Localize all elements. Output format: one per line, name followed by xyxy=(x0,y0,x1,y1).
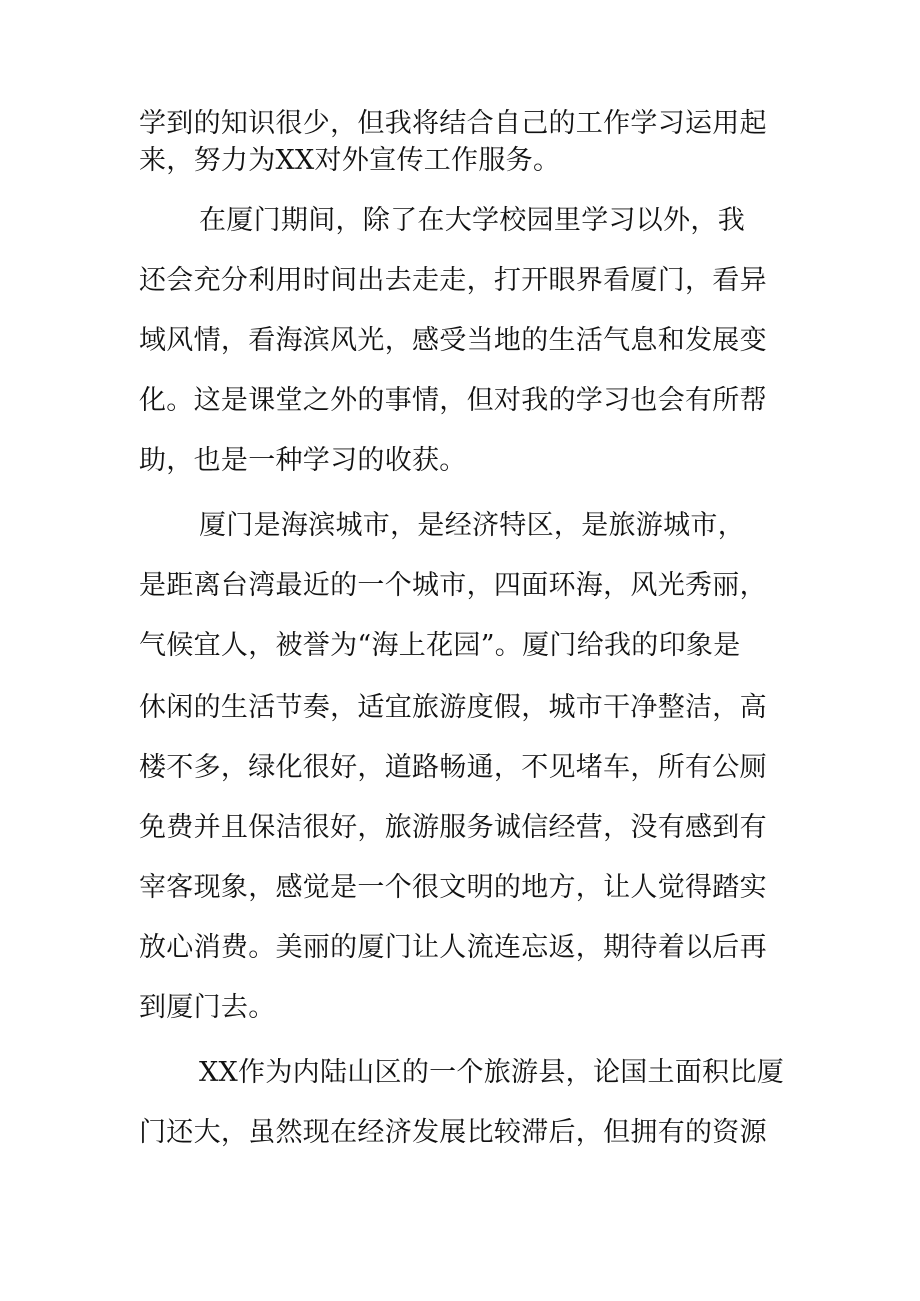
paragraph-line: 在厦门期间，除了在大学校园里学习以外，我 xyxy=(199,205,745,236)
paragraph-line: 气候宜人，被誉为“海上花园”。厦门给我的印象是 xyxy=(139,630,741,661)
paragraph-line: 化。这是课堂之外的事情，但对我的学习也会有所帮 xyxy=(139,385,767,416)
paragraph-line: 学到的知识很少，但我将结合自己的工作学习运用起 xyxy=(139,108,767,139)
paragraph-line: 还会充分利用时间出去走走，打开眼界看厦门，看异 xyxy=(139,265,767,296)
paragraph-line: 域风情，看海滨风光，感受当地的生活气息和发展变 xyxy=(139,325,767,356)
paragraph-line: 休闲的生活节奏，适宜旅游度假，城市干净整洁，高 xyxy=(139,692,767,723)
paragraph-line: 免费并且保洁很好，旅游服务诚信经营，没有感到有 xyxy=(139,812,767,843)
paragraph-line: 到厦门去。 xyxy=(139,992,276,1023)
paragraph-line: 宰客现象，感觉是一个很文明的地方，让人觉得踏实 xyxy=(139,872,767,903)
paragraph-line: 是距离台湾最近的一个城市，四面环海，风光秀丽， xyxy=(139,570,767,601)
paragraph-line: 楼不多，绿化很好，道路畅通，不见堵车，所有公厕 xyxy=(139,752,767,783)
paragraph-line: 厦门是海滨城市，是经济特区，是旅游城市， xyxy=(199,510,745,541)
paragraph-line: 助，也是一种学习的收获。 xyxy=(139,445,467,476)
paragraph-line: 放心消费。美丽的厦门让人流连忘返，期待着以后再 xyxy=(139,932,767,963)
paragraph-line: 来，努力为XX对外宣传工作服务。 xyxy=(139,145,561,176)
paragraph-line: 门还大，虽然现在经济发展比较滞后，但拥有的资源 xyxy=(139,1117,767,1148)
paragraph-line: XX作为内陆山区的一个旅游县，论国土面积比厦 xyxy=(199,1057,785,1088)
